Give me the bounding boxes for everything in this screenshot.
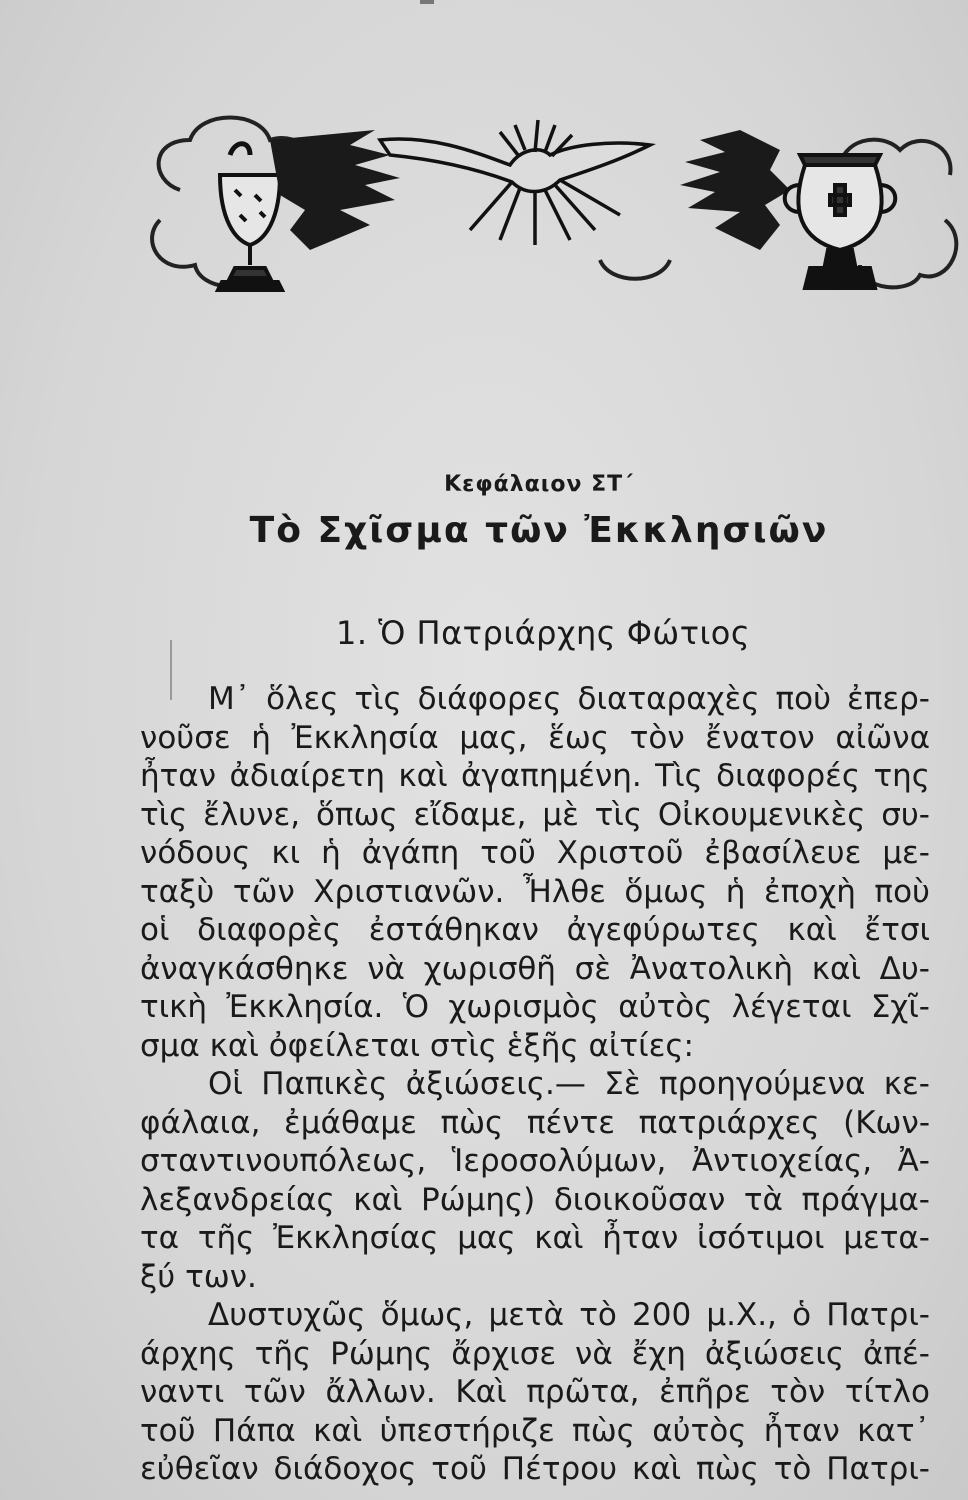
text-line: σμα καὶ ὀφείλεται στὶς ἑξῆς αἰτίες:: [140, 1027, 694, 1064]
text-line: ἀναγκάσθηκε νὰ χωρισθῆ σὲ Ἀνατολικὴ καὶ Δυ-: [140, 950, 930, 987]
text-line: σταντινουπόλεως, Ἱεροσολύμων, Ἀντιοχείας, Ἀ-: [140, 1143, 930, 1179]
dove-icon: [380, 120, 650, 245]
right-wing-icon: [680, 130, 790, 250]
text-line: νοῦσε ἡ Ἐκκλησία μας, ἕως τὸν ἔνατον αἰῶνα: [140, 719, 930, 756]
text-line: άρχης τῆς Ρώμης ἄρχισε νὰ ἔχη ἀξιώσεις ἀπέ-: [140, 1335, 930, 1372]
text-line: τοῦ Πάπα καὶ ὑπεστήριζε πὼς αὐτὸς ἦταν κατ᾿: [140, 1412, 930, 1449]
left-wing-icon: [270, 130, 400, 250]
chapter-title: Τὸ Σχῖσμα τῶν Ἐκκλησιῶν: [249, 510, 829, 551]
chapter-label: Κεφάλαιον ΣΤ΄: [444, 472, 634, 497]
body-text: [140, 680, 930, 1489]
vase-cross-icon: [785, 155, 896, 288]
right-cloud-icon: [600, 140, 956, 288]
text-line: τὶς ἔλυνε, ὅπως εἴδαμε, μὲ τὶς Οἰκουμενικὲς συ-: [140, 796, 930, 833]
text-line: εὐθεῖαν διάδοχος τοῦ Πέτρου καὶ πὼς τὸ Πατρι-: [140, 1451, 930, 1487]
text-line: νόδους κι ἡ ἀγάπη τοῦ Χριστοῦ ἐβασίλευε με-: [140, 835, 930, 871]
text-line: φάλαια, ἐμάθαμε πὼς πέντε πατριάρχες (Κων-: [140, 1104, 930, 1141]
text-line: τα τῆς Ἐκκλησίας μας καὶ ἦταν ἰσότιμοι μετα-: [140, 1220, 930, 1256]
text-line: Μ᾿ ὅλες τὶς διάφορες διαταραχὲς ποὺ ἐπερ-: [208, 681, 930, 717]
paragraph: [140, 680, 930, 1065]
text-line: ἦταν ἀδιαίρετη καὶ ἀγαπημένη. Τὶς διαφορές της: [140, 758, 930, 794]
text-line: λεξανδρείας καὶ Ρώμης) διοικοῦσαν τὰ πράγμα-: [140, 1181, 930, 1218]
paragraph: [140, 1065, 930, 1296]
scan-mark: [420, 0, 434, 4]
text-line: Δυστυχῶς ὅμως, μετὰ τὸ 200 μ.Χ., ὁ Πατρι-: [208, 1297, 930, 1333]
chalice-icon: [218, 144, 282, 290]
paragraph: [140, 1296, 930, 1489]
text-line: τικὴ Ἐκκλησία. Ὁ χωρισμὸς αὐτὸς λέγεται Σχῖ-: [140, 989, 930, 1025]
text-line: ταξὺ τῶν Χριστιανῶν. Ἦλθε ὅμως ἡ ἐποχὴ ποὺ: [140, 873, 930, 910]
header-ornament: [140, 100, 960, 320]
text-line: οἱ διαφορὲς ἐστάθηκαν ἀγεφύρωτες καὶ ἔτσι: [140, 912, 930, 948]
text-line: Οἱ Παπικὲς ἀξιώσεις.— Σὲ προηγούμενα κε-: [208, 1066, 930, 1102]
text-line: ξύ των.: [140, 1258, 257, 1295]
section-heading: 1. Ὁ Πατριάρχης Φώτιος: [336, 614, 751, 652]
text-line: ναντι τῶν ἄλλων. Καὶ πρῶτα, ἐπῆρε τὸν τίτλο: [140, 1374, 930, 1410]
